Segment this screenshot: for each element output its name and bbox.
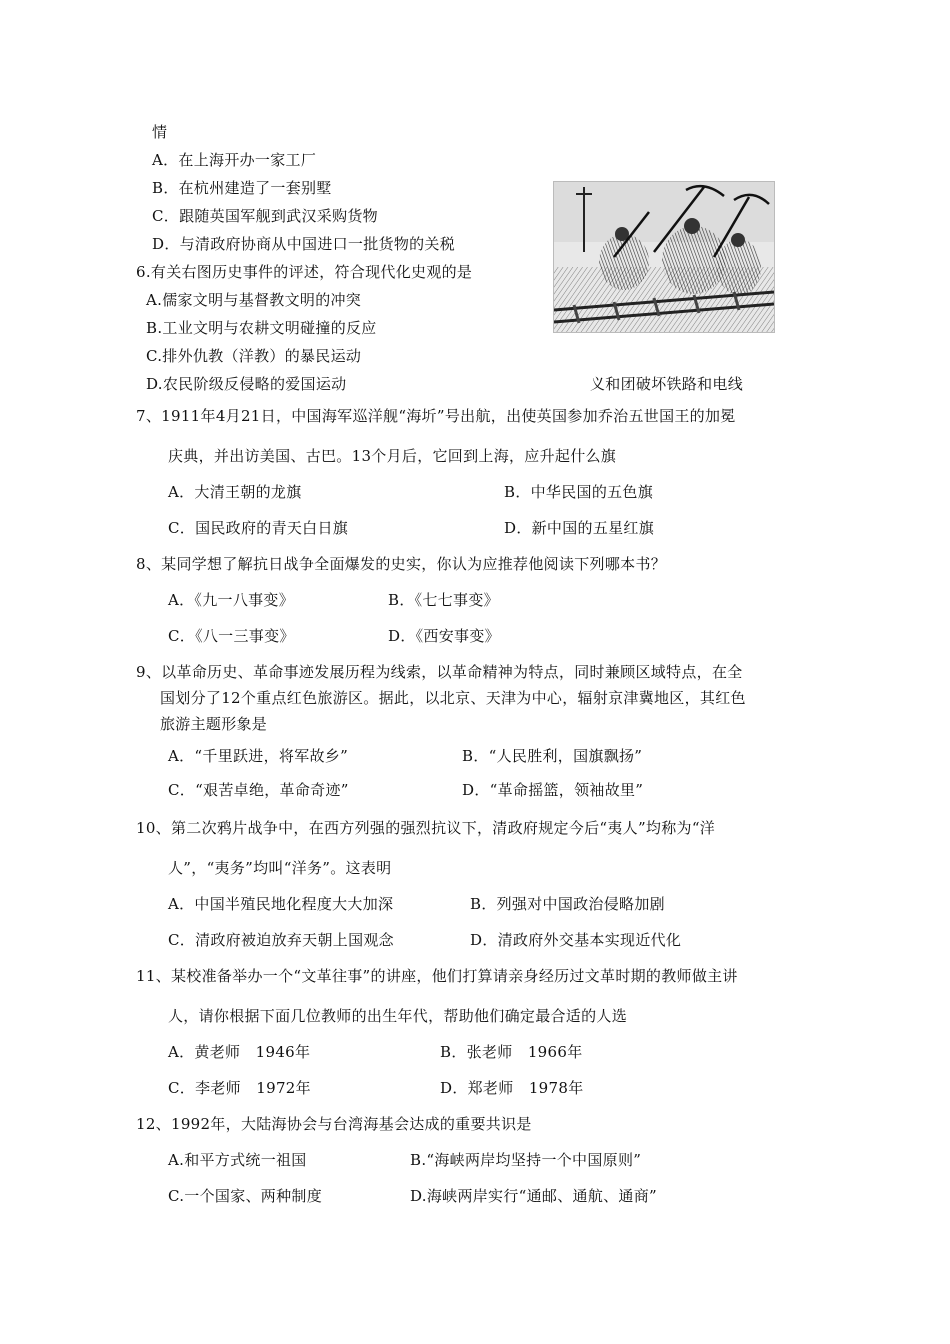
q7-option-b: B．中华民国的五色旗 (504, 483, 654, 501)
q7-stem-line1: 7、1911年4月21日，中国海军巡洋舰“海圻”号出航，出使英国参加乔治五世国王的加冕 (136, 407, 736, 425)
q8-option-a: A．《九一八事变》 (168, 591, 295, 609)
q6-stem: 6.有关右图历史事件的评述，符合现代化史观的是 (136, 263, 473, 281)
q9-option-a: A．“千里跃进，将军故乡” (168, 747, 349, 765)
q9-stem-line2: 国划分了12个重点红色旅游区。据此，以北京、天津为中心，辐射京津冀地区，其红色 (160, 689, 746, 707)
q9-stem-line3: 旅游主题形象是 (160, 715, 268, 733)
q7-option-c: C．国民政府的青天白日旗 (168, 519, 349, 537)
q8-option-c: C．《八一三事变》 (168, 627, 295, 645)
q6-option-d: D.农民阶级反侵略的爱国运动 (146, 375, 347, 393)
q9-option-d: D．“革命摇篮，领袖故里” (462, 781, 644, 799)
q12-option-d: D.海峡两岸实行“通邮、通航、通商” (410, 1187, 657, 1205)
q10-stem-line2: 人”，“夷务”均叫“洋务”。这表明 (168, 859, 392, 877)
q12-option-b: B.“海峡两岸均坚持一个中国原则” (410, 1151, 642, 1169)
q11-stem-line2: 人，请你根据下面几位教师的出生年代，帮助他们确定最合适的人选 (168, 1007, 628, 1025)
q9-option-b: B．“人民胜利，国旗飘扬” (462, 747, 643, 765)
q6-option-b: B.工业文明与农耕文明碰撞的反应 (146, 319, 377, 337)
q5-option-c: C．跟随英国军舰到武汉采购货物 (152, 207, 378, 225)
q11-option-b: B．张老师 1966年 (440, 1043, 583, 1061)
q12-option-a: A.和平方式统一祖国 (168, 1151, 307, 1169)
q10-option-b: B．列强对中国政治侵略加剧 (470, 895, 665, 913)
q8-option-b: B．《七七事变》 (388, 591, 499, 609)
q10-option-d: D．清政府外交基本实现近代化 (470, 931, 682, 949)
q7-option-d: D．新中国的五星红旗 (504, 519, 655, 537)
q12-stem: 12、1992年，大陆海协会与台湾海基会达成的重要共识是 (136, 1115, 532, 1133)
q9-option-c: C．“艰苦卓绝，革命奇迹” (168, 781, 349, 799)
q12-option-c: C.一个国家、两种制度 (168, 1187, 323, 1205)
q5-option-a: A．在上海开办一家工厂 (152, 151, 317, 169)
q10-option-c: C．清政府被迫放弃天朝上国观念 (168, 931, 394, 949)
q6-option-a: A.儒家文明与基督教文明的冲突 (146, 291, 362, 309)
q5-stem-continuation: 情 (152, 123, 168, 141)
boxer-engraving-image (553, 181, 775, 333)
q11-option-a: A．黄老师 1946年 (168, 1043, 311, 1061)
q9-stem-line1: 9、以革命历史、革命事迹发展历程为线索，以革命精神为特点，同时兼顾区域特点，在全 (136, 663, 743, 681)
q8-stem: 8、某同学想了解抗日战争全面爆发的史实，你认为应推荐他阅读下列哪本书？ (136, 555, 667, 573)
q10-stem-line1: 10、第二次鸦片战争中，在西方列强的强烈抗议下，清政府规定今后“夷人”均称为“洋 (136, 819, 716, 837)
q6-option-c: C.排外仇教（洋教）的暴民运动 (146, 347, 362, 365)
q5-option-d: D．与清政府协商从中国进口一批货物的关税 (152, 235, 456, 253)
image-caption: 义和团破坏铁路和电线 (590, 375, 744, 393)
engraving-illustration (554, 182, 774, 332)
q11-option-d: D．郑老师 1978年 (440, 1079, 584, 1097)
q8-option-d: D．《西安事变》 (388, 627, 500, 645)
q7-option-a: A．大清王朝的龙旗 (168, 483, 302, 501)
q5-option-b: B．在杭州建造了一套别墅 (152, 179, 332, 197)
q7-stem-line2: 庆典，并出访美国、古巴。13个月后，它回到上海，应升起什么旗 (168, 447, 617, 465)
q11-option-c: C．李老师 1972年 (168, 1079, 311, 1097)
q11-stem-line1: 11、某校准备举办一个“文革往事”的讲座，他们打算请亲身经历过文革时期的教师做主讲 (136, 967, 738, 985)
q10-option-a: A．中国半殖民地化程度大大加深 (168, 895, 394, 913)
